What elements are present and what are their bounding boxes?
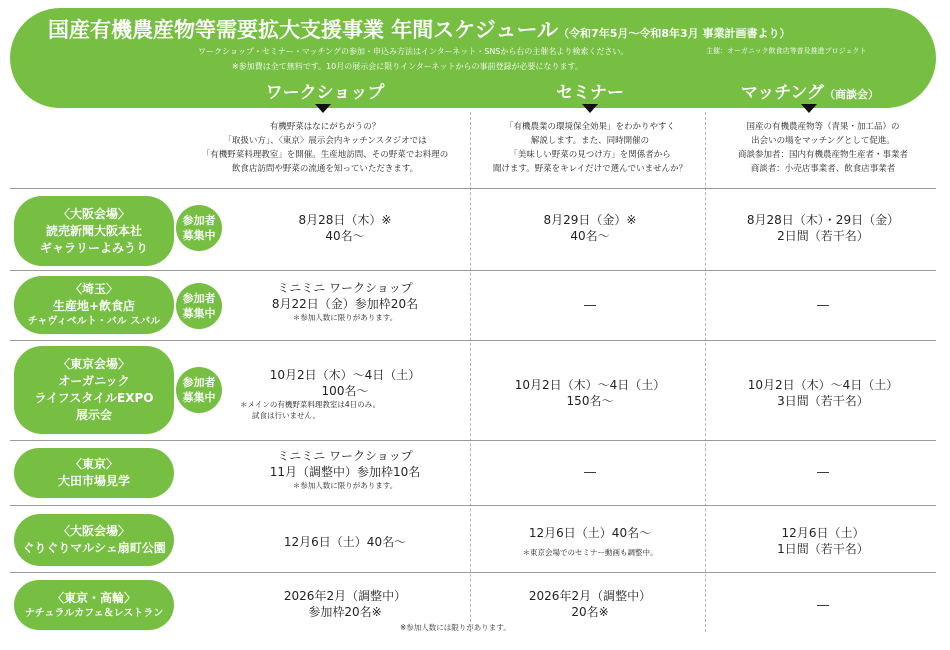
seminar-cell: 2026年2月（調整中） 20名※ — [528, 589, 652, 619]
venue-saitama: 〈埼玉〉 生産地+飲食店 チャヴィペルト・バル スバル — [14, 276, 174, 334]
matching-cell: 8月28日（木）・29日（金） 2日間（若干名） — [746, 213, 900, 243]
header-note: ※参加費は全て無料です。10月の展示会に限りインターネットからの事前登録が必要になります。 — [232, 62, 583, 71]
column-divider — [470, 112, 471, 632]
page-title: 国産有機農産物等需要拡大支援事業 年間スケジュール（令和7年5月～令和8年3月 事業計画書より） — [48, 18, 791, 42]
row-divider — [10, 505, 936, 506]
row-divider — [10, 270, 936, 271]
venue-osaka-marche: 〈大阪会場〉 ぐりぐりマルシェ扇町公園 — [14, 514, 174, 566]
organizer-label: 主催：オーガニック飲食店等普及推進プロジェクト — [706, 47, 867, 55]
seminar-cell: ― — [584, 298, 596, 312]
seminar-cell: 8月29日（金）※ 40名～ — [543, 213, 637, 243]
workshop-cell: 12月6日（土）40名～ — [283, 535, 407, 549]
workshop-cell: 10月2日（木）～4日（土） 100名～ ＊メインの有機野菜料理教室は4日のみ。 試食は行いません。 — [240, 368, 421, 420]
workshop-cell: 2026年2月（調整中） 参加枠20名※ — [283, 589, 407, 619]
column-header-matching: マッチング（商談会） — [740, 83, 880, 103]
venue-tokyo-expo: 〈東京会場〉 オーガニック ライフスタイルEXPO 展示会 — [14, 346, 174, 434]
matching-cell: 12月6日（土） 1日間（若干名） — [777, 526, 869, 556]
recruiting-badge: 参加者 募集中 — [176, 367, 222, 413]
matching-cell: ― — [817, 598, 829, 612]
workshop-cell: ミニミニ ワークショップ 8月22日（金）参加枠20名 ＊参加人数に限りがあります。 — [271, 281, 419, 322]
workshop-cell: ミニミニ ワークショップ 11月（調整中）参加枠10名 ＊参加人数に限りがあります。 — [269, 449, 421, 490]
workshop-cell: 8月28日（木）※ 40名～ — [298, 213, 392, 243]
venue-osaka-yomiuri: 〈大阪会場〉 読売新聞大阪本社 ギャラリーよみうり — [14, 196, 174, 266]
matching-description: 国産の有機農産物等（青果・加工品）の 出会いの場をマッチングとして促進。 商談参加者：国内有機農産物生産者・事業者 商談者：小売店事業者、飲食店事業者 — [737, 122, 908, 174]
seminar-cell: ― — [584, 465, 596, 479]
column-divider — [705, 112, 706, 632]
footnote: ※参加人数には限りがあります。 — [400, 623, 511, 632]
matching-cell: ― — [817, 465, 829, 479]
venue-ota-market: 〈東京〉 大田市場見学 — [14, 448, 174, 498]
title-period: （令和7年5月～令和8年3月 事業計画書より） — [558, 27, 791, 40]
row-divider — [10, 440, 936, 441]
matching-cell: 10月2日（木）～4日（土） 3日間（若干名） — [747, 378, 899, 408]
row-divider — [10, 188, 936, 189]
seminar-cell: 10月2日（木）～4日（土） 150名～ — [514, 378, 666, 408]
arrow-down-icon — [582, 104, 598, 113]
recruiting-badge: 参加者 募集中 — [176, 283, 222, 329]
venue-tokyo-takanawa: 〈東京・高輪〉 ナチュラルカフェ＆レストラン — [14, 580, 174, 630]
seminar-description: 「有機農業の環境保全効果」をわかりやすく 解説します。また、同時開催の 「美味しい野菜の見つけ方」を関係者から 聞けます。野菜をキレイだけで選んでいませんか？ — [492, 122, 688, 174]
workshop-description: 有機野菜はなにがちがうの？ 「取扱い方」、〈東京〉展示会内キッチンスタジオでは 「有機野菜料理教室」を開催。生産地訪問、その野菜でお料理の 飲食店訪問や野菜の流通を知っていただきます。 — [201, 122, 449, 174]
recruiting-badge: 参加者 募集中 — [176, 205, 222, 251]
column-header-seminar: セミナー — [556, 83, 624, 103]
row-divider — [10, 572, 936, 573]
column-header-workshop: ワークショップ — [265, 83, 385, 103]
arrow-down-icon — [315, 104, 331, 113]
row-divider — [10, 340, 936, 341]
seminar-cell: 12月6日（土）40名～ ＊東京会場でのセミナー動画も調整中。 — [522, 526, 658, 557]
header-subtitle: ワークショップ・セミナー・マッチングの参加・申込み方法はインターネット・SNSから右の主催名より検索ください。 — [198, 47, 629, 56]
matching-cell: ― — [817, 298, 829, 312]
arrow-down-icon — [801, 104, 817, 113]
